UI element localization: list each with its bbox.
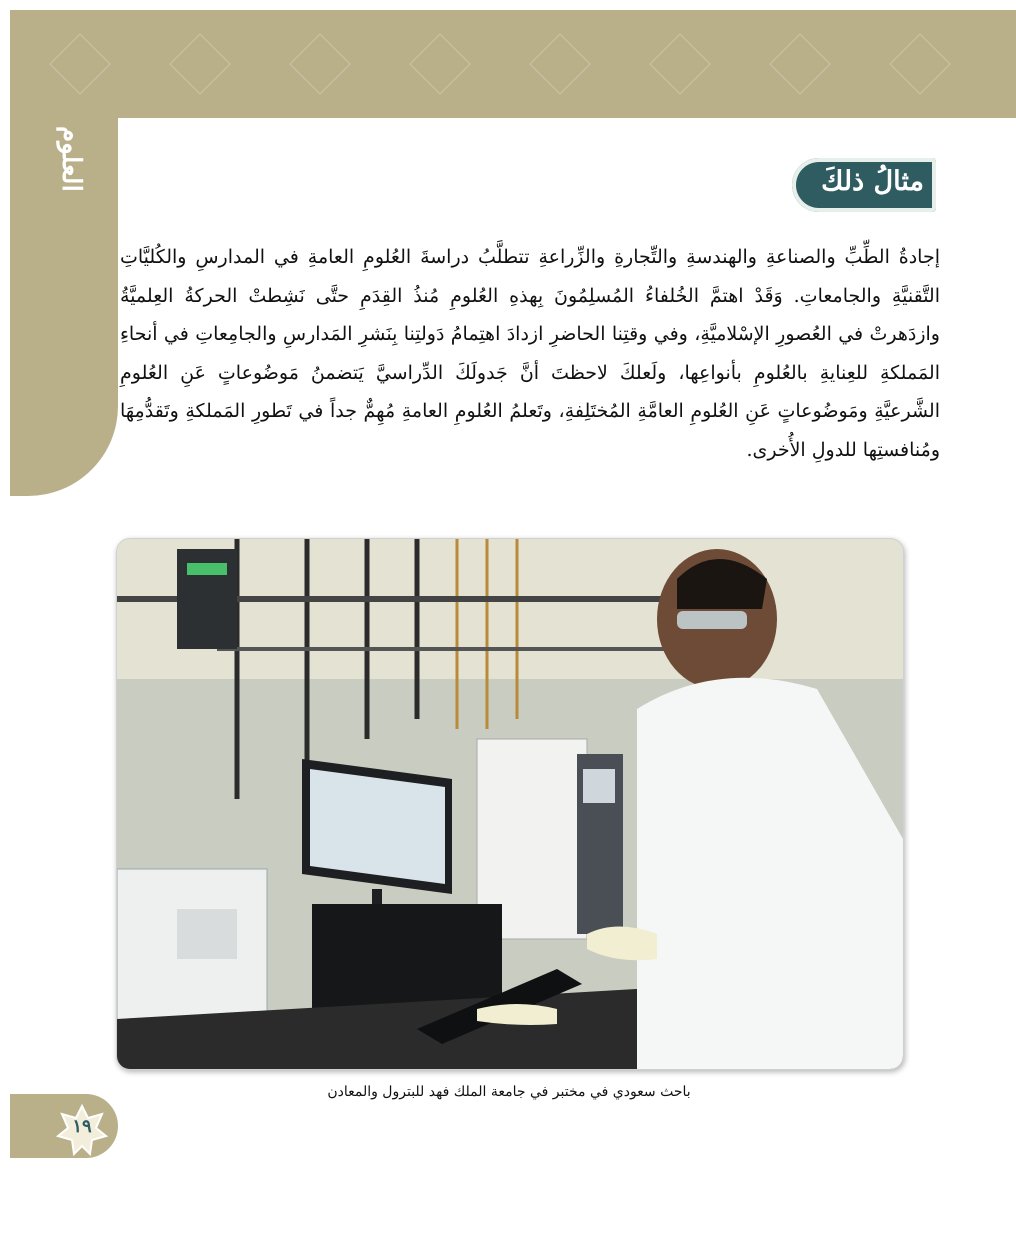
lab-photo-illustration <box>117 539 903 1069</box>
body-paragraph: إجادةُ الطِّبِّ والصناعةِ والهندسةِ والتِّجارةِ والزِّراعةِ تتطلَّبُ دراسةَ العُلومِ العامةِ في المدارسِ والكُليَّاتِ التَّقنيَّةِ والجامعاتِ. وَقَدْ اهتمَّ الخُلفاءُ المُسلِمُونَ بِهذهِ العُلومِ مُنذُ القِدَمِ حتَّى نَشِطتْ الحركةُ العِلميَّةُ وازدَهرتْ في العُصورِ الإسْلاميَّةِ، وفي وقتِنا الحاضرِ ازدادَ اهتِمامُ دَولتِنا بِنَشرِ المَدارسِ والجامِعاتِ في أنحاءِ المَملكةِ للعِنايةِ بالعُلومِ بأنواعِها، ولَعلكَ لاحظتَ أنَّ جَدولَكَ الدِّراسيَّ يَتضمنُ مَوضُوعاتٍ عَنِ العُلومِ الشَّرعيَّةِ ومَوضُوعاتٍ عَنِ العُلومِ العامَّةِ المُختَلِفةِ، وتَعلمُ العُلومِ العامةِ مُهِمٌّ جداً في تَطورِ المَملكةِ وتَقدُّمِهَا ومُنافستِها للدولِ الأُخرى. <box>120 246 940 461</box>
lab-photo <box>116 538 904 1070</box>
page-number: ١٩ <box>72 1116 92 1137</box>
section-heading-box <box>792 158 936 212</box>
section-heading: مثالُ ذلكَ <box>821 166 924 197</box>
top-decorative-band <box>10 10 1016 118</box>
photo-caption: باحث سعودي في مختبر في جامعة الملك فهد للبترول والمعادن <box>327 1084 691 1100</box>
geometric-pattern-icon <box>10 10 1016 118</box>
subject-label: العلوم <box>56 126 86 192</box>
